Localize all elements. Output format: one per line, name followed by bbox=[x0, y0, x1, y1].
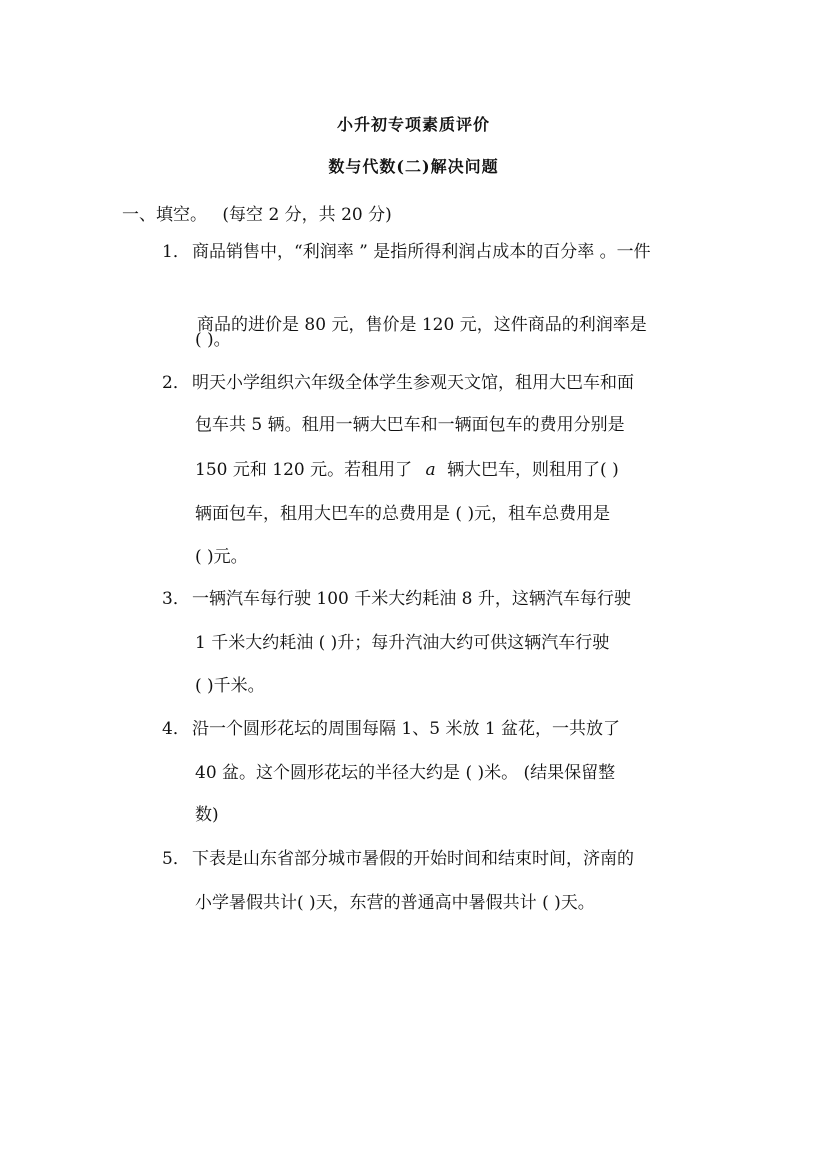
question-number: 2． bbox=[162, 373, 190, 393]
question-number: 1． bbox=[162, 242, 190, 262]
question-line: 包车共 5 辆。租用一辆大巴车和一辆面包车的费用分别是 bbox=[195, 415, 625, 435]
question-line: 商品销售中，“利润率 ” 是指所得利润占成本的百分率 。一件 bbox=[192, 242, 651, 262]
question-line: 一辆汽车每行驶 100 千米大约耗油 8 升，这辆汽车每行驶 bbox=[192, 589, 631, 609]
question-line: 40 盆。这个圆形花坛的半径大约是 ( )米。 (结果保留整 bbox=[195, 763, 616, 783]
section-heading bbox=[122, 200, 392, 225]
variable-a: a bbox=[425, 460, 436, 480]
question-number: 4． bbox=[162, 719, 190, 739]
question-line: 小学暑假共计( )天，东营的普通高中暑假共计 ( )天。 bbox=[195, 893, 595, 913]
page-title: 小升初专项素质评价 bbox=[336, 115, 490, 134]
question-line: 1 千米大约耗油 ( )升；每升汽油大约可供这辆汽车行驶 bbox=[195, 633, 610, 653]
answer-blank: ( )。 bbox=[195, 330, 231, 350]
question-line bbox=[195, 458, 619, 482]
question-text: 辆大巴车，则租用了( ) bbox=[447, 460, 619, 480]
page-subtitle: 数与代数(二)解决问题 bbox=[328, 157, 499, 176]
answer-blank: ( )元。 bbox=[195, 547, 248, 567]
question-line: 商品的进价是 80 元，售价是 120 元，这件商品的利润率是 bbox=[197, 315, 647, 335]
question-line: 下表是山东省部分城市暑假的开始时间和结束时间，济南的 bbox=[192, 849, 634, 869]
question-text: 150 元和 120 元。若租用了 bbox=[195, 460, 413, 480]
section-label: 一、填空。 bbox=[122, 205, 207, 225]
section-score-note: (每空 2 分，共 20 分) bbox=[222, 205, 392, 225]
question-line: 沿一个圆形花坛的周围每隔 1、5 米放 1 盆花，一共放了 bbox=[192, 719, 621, 739]
question-number: 5． bbox=[162, 849, 190, 869]
answer-blank: ( )千米。 bbox=[195, 676, 265, 696]
question-line: 数) bbox=[195, 805, 219, 825]
question-line: 明天小学组织六年级全体学生参观天文馆，租用大巴车和面 bbox=[192, 373, 634, 393]
question-line: 辆面包车，租用大巴车的总费用是 ( )元，租车总费用是 bbox=[195, 504, 611, 524]
question-number: 3． bbox=[162, 589, 190, 609]
